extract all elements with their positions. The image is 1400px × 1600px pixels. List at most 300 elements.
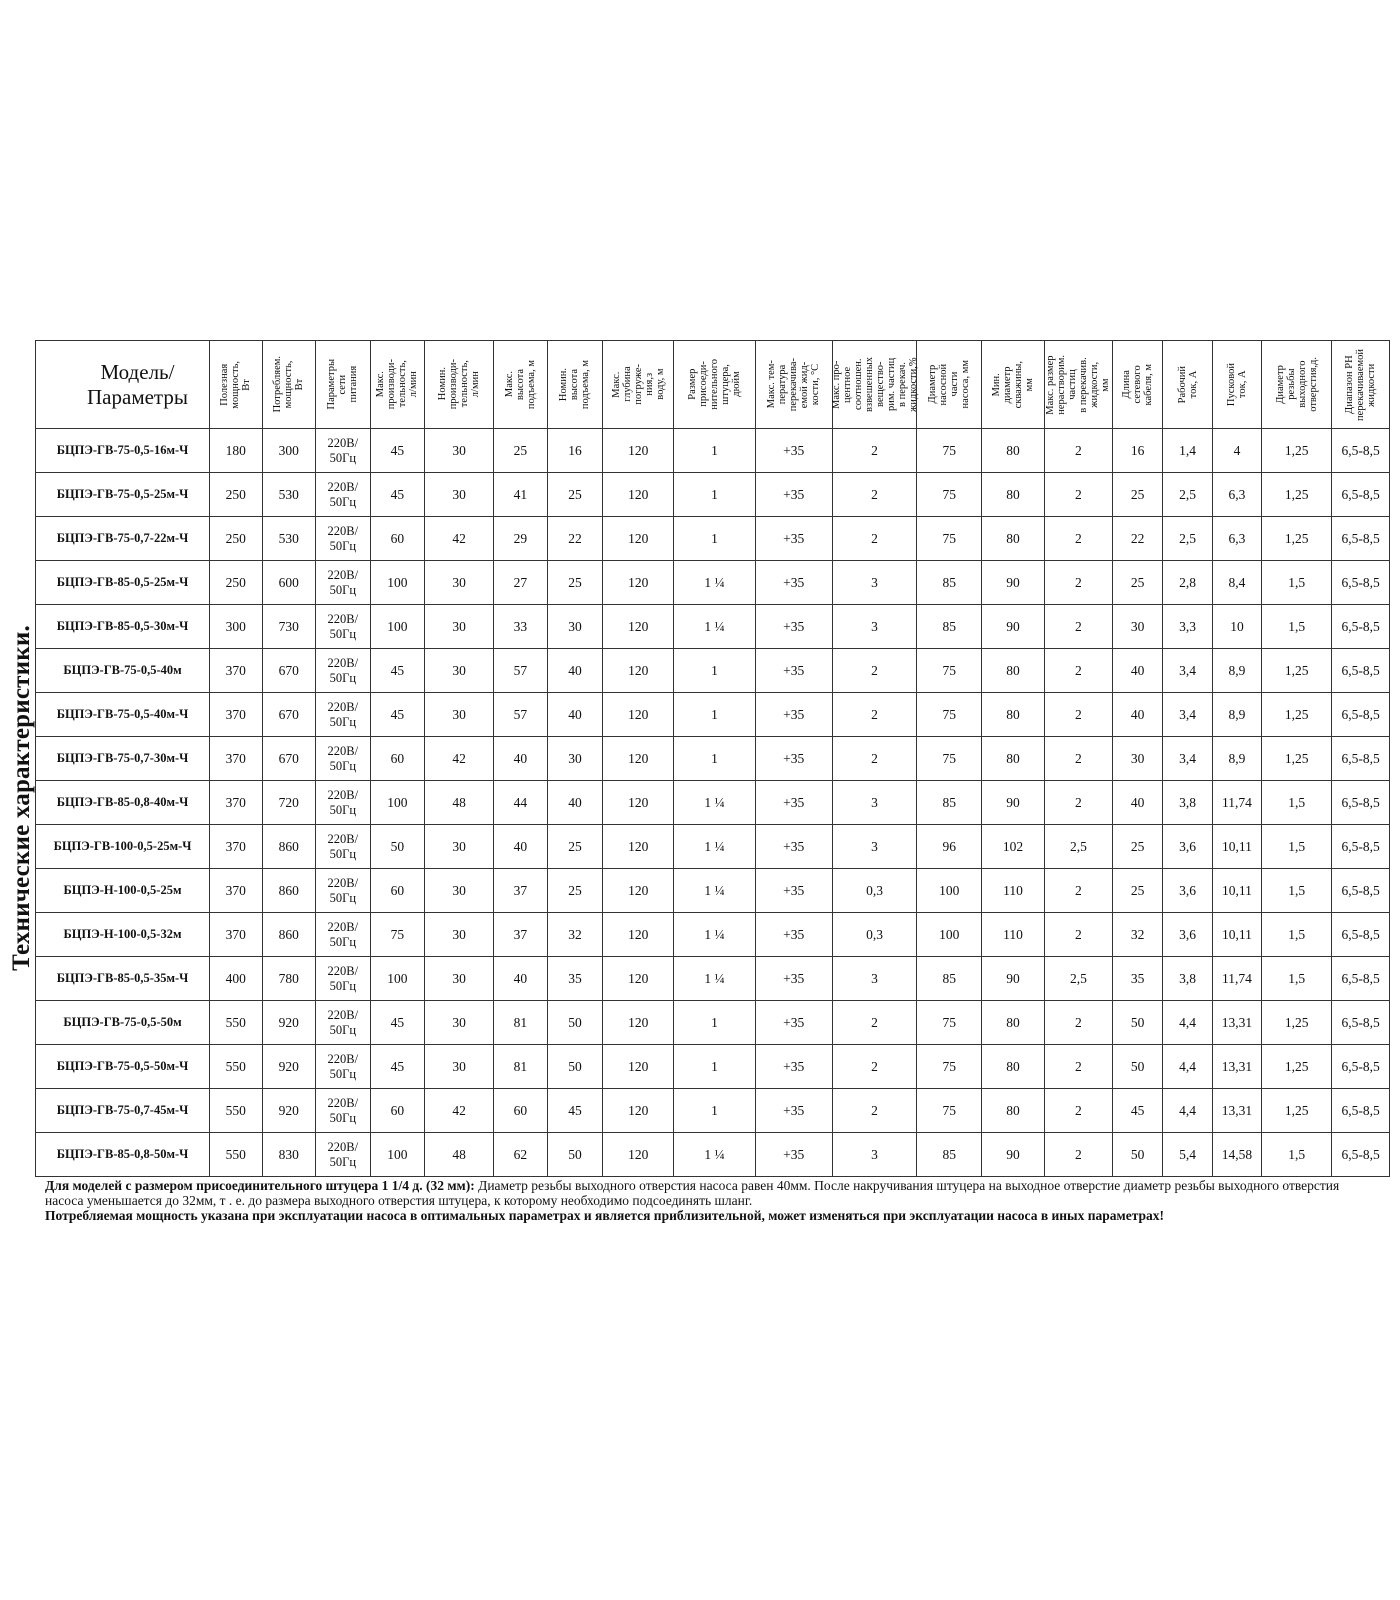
column-header-text: Макс. тем- пература перекачива- емой жид- кости, °С <box>766 357 822 412</box>
table-cell: 670 <box>262 649 316 693</box>
column-header-text: Диапазон PH перекачиваемой жидкости <box>1344 348 1378 421</box>
table-row <box>36 429 1390 473</box>
table-cell: +35 <box>755 737 832 781</box>
table-cell: 48 <box>425 781 494 825</box>
table-cell: 45 <box>370 649 425 693</box>
table-cell: 3,6 <box>1163 869 1212 913</box>
column-header <box>210 341 263 429</box>
table-cell: 2 <box>1044 869 1112 913</box>
table-cell: 75 <box>917 737 982 781</box>
table-cell: 220В/ 50Гц <box>316 1001 371 1045</box>
table-cell: 1,4 <box>1163 429 1212 473</box>
table-cell: 25 <box>494 429 548 473</box>
model-cell: БЦПЭ-Н-100-0,5-32м <box>36 913 210 957</box>
table-cell: 370 <box>210 913 263 957</box>
table-cell: 2 <box>832 1045 916 1089</box>
table-cell: 85 <box>917 1133 982 1177</box>
table-cell: 80 <box>982 693 1045 737</box>
table-cell: +35 <box>755 605 832 649</box>
table-cell: +35 <box>755 517 832 561</box>
table-cell: 300 <box>210 605 263 649</box>
table-cell: 30 <box>425 561 494 605</box>
table-cell: 25 <box>1112 869 1162 913</box>
table-cell: 75 <box>917 649 982 693</box>
table-cell: 670 <box>262 693 316 737</box>
table-cell: 2 <box>1044 1089 1112 1133</box>
table-cell: 30 <box>425 869 494 913</box>
table-cell: 1 ¼ <box>674 1133 755 1177</box>
table-cell: 42 <box>425 737 494 781</box>
column-header <box>262 341 316 429</box>
table-row <box>36 517 1390 561</box>
table-cell: 1 <box>674 517 755 561</box>
column-header-text: Макс. размер нерастворим. частиц в перекачив. жидкости, мм <box>1045 354 1112 415</box>
table-cell: 220В/ 50Гц <box>316 561 371 605</box>
table-cell: 44 <box>494 781 548 825</box>
table-cell: 1 ¼ <box>674 605 755 649</box>
table-cell: 1 <box>674 429 755 473</box>
table-cell: 3,8 <box>1163 957 1212 1001</box>
table-cell: 120 <box>603 473 674 517</box>
table-cell: 6,5-8,5 <box>1332 473 1390 517</box>
table-cell: 2 <box>1044 1001 1112 1045</box>
model-cell: БЦПЭ-ГВ-85-0,8-50м-Ч <box>36 1133 210 1177</box>
table-cell: 75 <box>917 1045 982 1089</box>
table-cell: 2,5 <box>1044 825 1112 869</box>
table-cell: 370 <box>210 869 263 913</box>
table-cell: 120 <box>603 693 674 737</box>
column-header <box>755 341 832 429</box>
table-cell: 45 <box>370 693 425 737</box>
table-cell: 6,5-8,5 <box>1332 1089 1390 1133</box>
table-cell: 75 <box>370 913 425 957</box>
table-cell: 120 <box>603 957 674 1001</box>
table-cell: 370 <box>210 825 263 869</box>
table-row <box>36 869 1390 913</box>
table-cell: 120 <box>603 649 674 693</box>
table-cell: 250 <box>210 561 263 605</box>
table-cell: 42 <box>425 517 494 561</box>
table-cell: 1,5 <box>1262 561 1332 605</box>
column-header-text: Пусковой ток, А <box>1225 362 1248 407</box>
table-row <box>36 605 1390 649</box>
table-cell: 1 ¼ <box>674 913 755 957</box>
column-header <box>1163 341 1212 429</box>
model-cell: БЦПЭ-ГВ-75-0,7-22м-Ч <box>36 517 210 561</box>
table-cell: 32 <box>547 913 603 957</box>
table-cell: 25 <box>1112 473 1162 517</box>
model-cell: БЦПЭ-ГВ-75-0,7-30м-Ч <box>36 737 210 781</box>
table-cell: 1,25 <box>1262 1089 1332 1133</box>
table-row <box>36 737 1390 781</box>
table-cell: 2 <box>1044 561 1112 605</box>
table-cell: 370 <box>210 781 263 825</box>
table-cell: +35 <box>755 693 832 737</box>
table-cell: +35 <box>755 1133 832 1177</box>
table-cell: 11,74 <box>1212 957 1261 1001</box>
table-cell: 40 <box>1112 649 1162 693</box>
table-cell: +35 <box>755 561 832 605</box>
table-cell: 1,5 <box>1262 825 1332 869</box>
table-cell: 3,4 <box>1163 649 1212 693</box>
table-cell: 25 <box>547 825 603 869</box>
table-cell: 1 <box>674 737 755 781</box>
table-cell: 30 <box>425 957 494 1001</box>
column-header <box>1212 341 1261 429</box>
table-cell: 102 <box>982 825 1045 869</box>
table-cell: 1 ¼ <box>674 957 755 1001</box>
table-cell: 30 <box>547 605 603 649</box>
column-header <box>1112 341 1162 429</box>
table-cell: 45 <box>1112 1089 1162 1133</box>
table-cell: 6,5-8,5 <box>1332 693 1390 737</box>
table-cell: 370 <box>210 693 263 737</box>
table-cell: 1,25 <box>1262 737 1332 781</box>
table-cell: 250 <box>210 517 263 561</box>
column-header <box>830 341 919 429</box>
table-cell: 220В/ 50Гц <box>316 957 371 1001</box>
table-cell: 27 <box>494 561 548 605</box>
table-cell: 2 <box>1044 605 1112 649</box>
table-cell: 110 <box>982 869 1045 913</box>
model-cell: БЦПЭ-ГВ-75-0,5-16м-Ч <box>36 429 210 473</box>
table-cell: 40 <box>547 781 603 825</box>
table-cell: 1,25 <box>1262 429 1332 473</box>
table-cell: +35 <box>755 1001 832 1045</box>
table-cell: 6,5-8,5 <box>1332 1045 1390 1089</box>
table-cell: 40 <box>494 957 548 1001</box>
side-title-text: Технические характеристики. <box>8 624 35 971</box>
column-header-text: Рабочий ток, А <box>1176 365 1199 404</box>
table-cell: 1,25 <box>1262 517 1332 561</box>
table-cell: 180 <box>210 429 263 473</box>
table-cell: 2 <box>832 1001 916 1045</box>
table-cell: 5,4 <box>1163 1133 1212 1177</box>
table-cell: 2 <box>832 473 916 517</box>
table-cell: 30 <box>425 693 494 737</box>
table-cell: 100 <box>370 605 425 649</box>
table-row <box>36 913 1390 957</box>
table-cell: 530 <box>262 517 316 561</box>
model-cell: БЦПЭ-ГВ-85-0,5-35м-Ч <box>36 957 210 1001</box>
table-cell: 120 <box>603 1045 674 1089</box>
table-cell: 2 <box>832 737 916 781</box>
table-cell: +35 <box>755 429 832 473</box>
table-cell: 6,5-8,5 <box>1332 1133 1390 1177</box>
table-body <box>36 429 1390 1177</box>
table-cell: 3 <box>832 605 916 649</box>
table-cell: 8,9 <box>1212 737 1261 781</box>
table-cell: 30 <box>425 913 494 957</box>
table-cell: +35 <box>755 1045 832 1089</box>
table-cell: 120 <box>603 517 674 561</box>
table-cell: 80 <box>982 429 1045 473</box>
model-cell: БЦПЭ-Н-100-0,5-25м <box>36 869 210 913</box>
table-cell: 530 <box>262 473 316 517</box>
table-cell: 85 <box>917 605 982 649</box>
table-cell: 50 <box>1112 1045 1162 1089</box>
table-cell: 30 <box>547 737 603 781</box>
table-cell: 220В/ 50Гц <box>316 781 371 825</box>
note-paragraph-2: Потребляемая мощность указана при эксплуатации насоса в оптимальных параметрах и является приблизительной, может изменяться при эксплуатации насоса в иных параметрах! <box>45 1208 1164 1223</box>
table-cell: 50 <box>1112 1133 1162 1177</box>
model-cell: БЦПЭ-ГВ-85-0,5-30м-Ч <box>36 605 210 649</box>
table-cell: 14,58 <box>1212 1133 1261 1177</box>
table-row <box>36 1089 1390 1133</box>
table-cell: 1 <box>674 649 755 693</box>
column-header-model: Модель/ Параметры <box>36 341 210 429</box>
table-cell: 81 <box>494 1045 548 1089</box>
table-cell: 600 <box>262 561 316 605</box>
table-row <box>36 781 1390 825</box>
table-cell: 60 <box>370 517 425 561</box>
table-cell: 2 <box>1044 1133 1112 1177</box>
table-cell: 80 <box>982 1001 1045 1045</box>
table-cell: 6,5-8,5 <box>1332 561 1390 605</box>
table-cell: 550 <box>210 1133 263 1177</box>
table-cell: 30 <box>425 825 494 869</box>
table-cell: 75 <box>917 517 982 561</box>
table-cell: 2 <box>1044 473 1112 517</box>
table-cell: 4 <box>1212 429 1261 473</box>
table-cell: 2 <box>1044 913 1112 957</box>
table-cell: 80 <box>982 1089 1045 1133</box>
table-cell: 220В/ 50Гц <box>316 1133 371 1177</box>
table-cell: 6,5-8,5 <box>1332 913 1390 957</box>
table-cell: 25 <box>547 561 603 605</box>
table-cell: 1 ¼ <box>674 561 755 605</box>
table-cell: 6,5-8,5 <box>1332 429 1390 473</box>
table-cell: 50 <box>370 825 425 869</box>
table-cell: 90 <box>982 561 1045 605</box>
note-1-bold: Для моделей с размером присоединительного штуцера 1 1/4 д. (32 мм): <box>45 1178 475 1193</box>
table-cell: 3,8 <box>1163 781 1212 825</box>
table-cell: 40 <box>547 693 603 737</box>
table-cell: 57 <box>494 649 548 693</box>
table-cell: 670 <box>262 737 316 781</box>
table-cell: 57 <box>494 693 548 737</box>
table-cell: 550 <box>210 1045 263 1089</box>
column-header <box>674 341 755 429</box>
table-cell: 0,3 <box>832 869 916 913</box>
table-cell: 81 <box>494 1001 548 1045</box>
model-cell: БЦПЭ-ГВ-75-0,5-25м-Ч <box>36 473 210 517</box>
table-cell: 37 <box>494 869 548 913</box>
table-cell: 3,4 <box>1163 693 1212 737</box>
table-cell: 75 <box>917 473 982 517</box>
table-cell: 1 <box>674 693 755 737</box>
table-cell: 370 <box>210 737 263 781</box>
table-cell: 90 <box>982 605 1045 649</box>
table-cell: 22 <box>1112 517 1162 561</box>
table-cell: 120 <box>603 869 674 913</box>
table-cell: 3 <box>832 781 916 825</box>
table-cell: 1,25 <box>1262 1001 1332 1045</box>
table-cell: 720 <box>262 781 316 825</box>
table-cell: 1 <box>674 1089 755 1133</box>
model-cell: БЦПЭ-ГВ-75-0,7-45м-Ч <box>36 1089 210 1133</box>
table-cell: 120 <box>603 1089 674 1133</box>
table-cell: +35 <box>755 473 832 517</box>
table-cell: 35 <box>1112 957 1162 1001</box>
table-cell: 1,5 <box>1262 781 1332 825</box>
column-header-text: Диаметр насосной части насоса, мм <box>927 360 972 409</box>
table-cell: 75 <box>917 429 982 473</box>
table-cell: 920 <box>262 1001 316 1045</box>
table-cell: 120 <box>603 429 674 473</box>
table-cell: 220В/ 50Гц <box>316 869 371 913</box>
table-cell: 860 <box>262 869 316 913</box>
table-cell: 400 <box>210 957 263 1001</box>
column-header-text: Длина сетевого кабеля, м <box>1121 363 1155 406</box>
table-cell: 30 <box>425 1001 494 1045</box>
table-header <box>36 341 1390 429</box>
table-cell: 220В/ 50Гц <box>316 429 371 473</box>
table-cell: 110 <box>982 913 1045 957</box>
column-header <box>370 341 425 429</box>
table-cell: 3 <box>832 957 916 1001</box>
table-cell: 1,5 <box>1262 957 1332 1001</box>
note-paragraph-1 <box>45 1178 1345 1208</box>
table-cell: 3,3 <box>1163 605 1212 649</box>
table-cell: 120 <box>603 825 674 869</box>
column-header-text: Макс. производи- тельность, л/мин <box>375 359 420 410</box>
table-cell: 80 <box>982 737 1045 781</box>
column-header-text: Размер присоеди- нительного штуцера, дюйм <box>686 359 742 410</box>
table-cell: 40 <box>494 737 548 781</box>
table-cell: 30 <box>425 649 494 693</box>
table-cell: 860 <box>262 825 316 869</box>
column-header-text: Полезная мощность, Вт <box>219 360 253 409</box>
table-cell: 10 <box>1212 605 1261 649</box>
table-cell: 90 <box>982 781 1045 825</box>
table-cell: 1,25 <box>1262 649 1332 693</box>
model-cell: БЦПЭ-ГВ-75-0,5-40м <box>36 649 210 693</box>
table-cell: 6,5-8,5 <box>1332 517 1390 561</box>
table-cell: 35 <box>547 957 603 1001</box>
table-cell: 30 <box>425 429 494 473</box>
table-cell: 6,5-8,5 <box>1332 781 1390 825</box>
table-cell: 10,11 <box>1212 825 1261 869</box>
column-header <box>603 341 674 429</box>
table-cell: 920 <box>262 1089 316 1133</box>
table-cell: 33 <box>494 605 548 649</box>
header-row <box>36 341 1390 429</box>
table-cell: 220В/ 50Гц <box>316 737 371 781</box>
table-cell: 16 <box>1112 429 1162 473</box>
table-cell: 41 <box>494 473 548 517</box>
table-cell: 100 <box>370 957 425 1001</box>
table-cell: 250 <box>210 473 263 517</box>
table-cell: 6,5-8,5 <box>1332 737 1390 781</box>
table-cell: +35 <box>755 869 832 913</box>
table-cell: 3,6 <box>1163 825 1212 869</box>
table-cell: 16 <box>547 429 603 473</box>
table-cell: +35 <box>755 649 832 693</box>
table-cell: 2 <box>1044 517 1112 561</box>
column-header <box>1044 341 1112 429</box>
table-row <box>36 1133 1390 1177</box>
model-cell: БЦПЭ-ГВ-85-0,5-25м-Ч <box>36 561 210 605</box>
note-1-text: Диаметр резьбы выходного отверстия насоса равен 40мм. После накручивания штуцера на выходное отверстие диаметр резьбы выходного отверстия насоса уменьшается до 32мм, т . е. до размера выходного отверстия штуцера, к которому необходимо подсоединять шланг. <box>45 1178 1340 1208</box>
table-cell: 6,5-8,5 <box>1332 1001 1390 1045</box>
table-cell: 860 <box>262 913 316 957</box>
table-cell: 4,4 <box>1163 1001 1212 1045</box>
table-cell: 90 <box>982 957 1045 1001</box>
table-cell: 730 <box>262 605 316 649</box>
column-header <box>316 341 371 429</box>
table-cell: 8,9 <box>1212 649 1261 693</box>
table-cell: 920 <box>262 1045 316 1089</box>
table-cell: 300 <box>262 429 316 473</box>
table-cell: 2 <box>832 517 916 561</box>
table-cell: 1 ¼ <box>674 869 755 913</box>
table-cell: 10,11 <box>1212 869 1261 913</box>
table-cell: 6,5-8,5 <box>1332 957 1390 1001</box>
table-cell: 3,4 <box>1163 737 1212 781</box>
table-cell: 13,31 <box>1212 1045 1261 1089</box>
table-cell: 80 <box>982 649 1045 693</box>
table-cell: 4,4 <box>1163 1089 1212 1133</box>
table-cell: 11,74 <box>1212 781 1261 825</box>
table-cell: 3 <box>832 825 916 869</box>
table-cell: 220В/ 50Гц <box>316 605 371 649</box>
column-header <box>982 341 1045 429</box>
table-cell: 2 <box>1044 649 1112 693</box>
model-cell: БЦПЭ-ГВ-85-0,8-40м-Ч <box>36 781 210 825</box>
table-cell: 6,3 <box>1212 517 1261 561</box>
table-cell: 220В/ 50Гц <box>316 649 371 693</box>
table-cell: 2 <box>1044 781 1112 825</box>
table-cell: 30 <box>1112 605 1162 649</box>
table-cell: 30 <box>425 605 494 649</box>
column-header <box>494 341 548 429</box>
table-cell: 2 <box>1044 693 1112 737</box>
table-row <box>36 693 1390 737</box>
table-cell: 120 <box>603 1001 674 1045</box>
table-cell: 6,5-8,5 <box>1332 649 1390 693</box>
column-header <box>1332 341 1390 429</box>
table-cell: 2,5 <box>1044 957 1112 1001</box>
table-cell: 50 <box>547 1045 603 1089</box>
column-header-text: Мин. диаметр скважины, мм <box>991 360 1036 409</box>
model-cell: БЦПЭ-ГВ-75-0,5-40м-Ч <box>36 693 210 737</box>
table-cell: 100 <box>370 561 425 605</box>
spec-table <box>35 340 1390 1177</box>
column-header <box>1262 341 1332 429</box>
table-cell: +35 <box>755 1089 832 1133</box>
table-cell: 75 <box>917 1001 982 1045</box>
table-cell: 60 <box>370 869 425 913</box>
table-cell: 42 <box>425 1089 494 1133</box>
table-cell: 1 <box>674 1001 755 1045</box>
table-cell: 22 <box>547 517 603 561</box>
table-row <box>36 825 1390 869</box>
table-cell: 40 <box>494 825 548 869</box>
table-cell: 40 <box>1112 693 1162 737</box>
table-cell: 6,5-8,5 <box>1332 825 1390 869</box>
table-row <box>36 473 1390 517</box>
table-cell: 1 <box>674 473 755 517</box>
table-cell: 80 <box>982 517 1045 561</box>
table-cell: 50 <box>1112 1001 1162 1045</box>
column-header <box>547 341 603 429</box>
table-cell: 1 ¼ <box>674 781 755 825</box>
table-cell: 45 <box>370 429 425 473</box>
table-cell: 60 <box>370 737 425 781</box>
table-cell: 1,5 <box>1262 913 1332 957</box>
table-cell: 2 <box>832 1089 916 1133</box>
